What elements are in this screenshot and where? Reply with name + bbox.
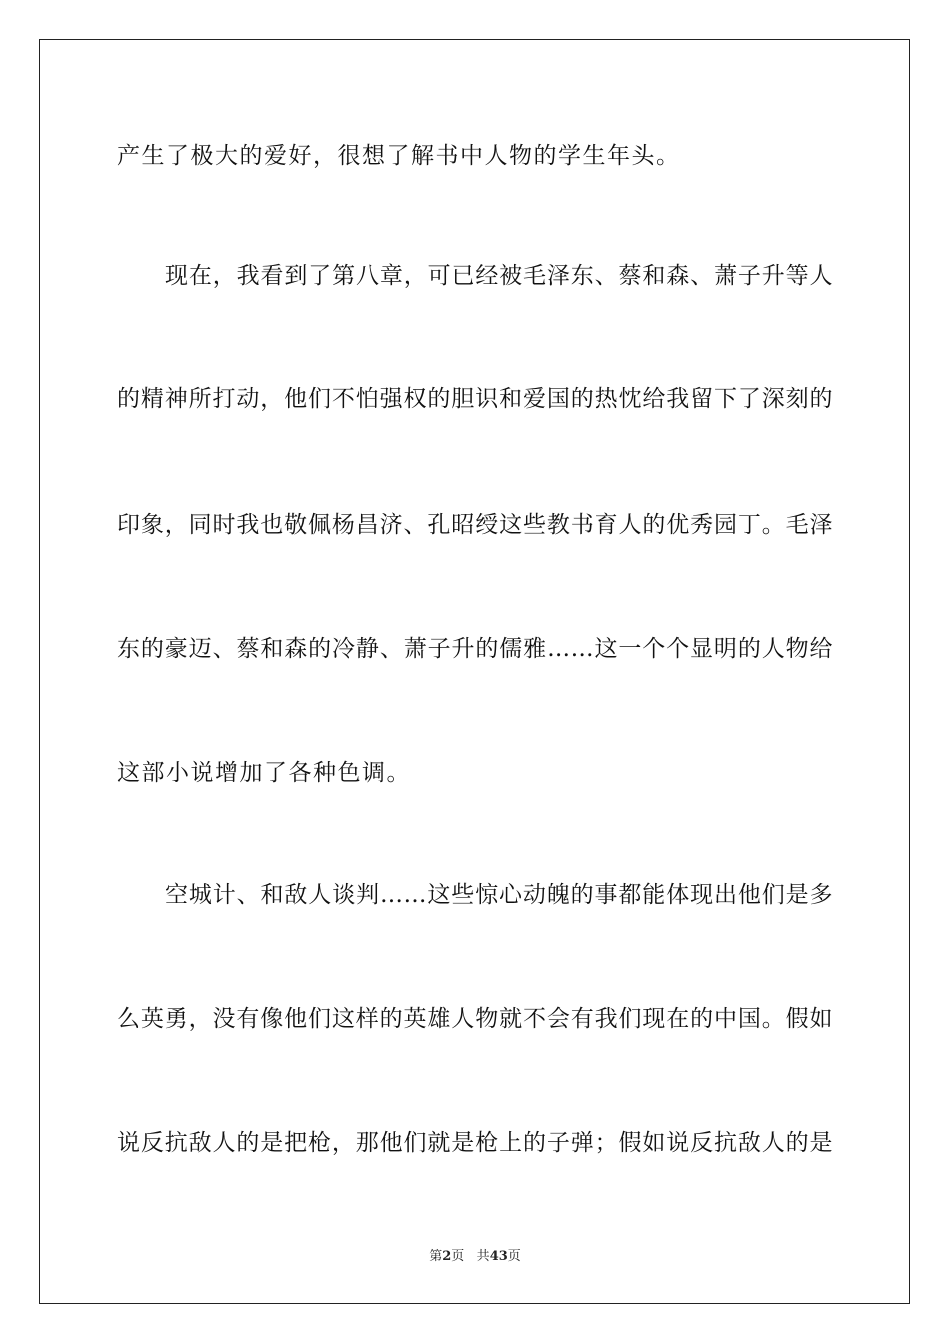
total-pages-prefix: 共 xyxy=(476,1249,490,1264)
page-footer xyxy=(0,1245,950,1264)
body-text-line-8: 么英勇，没有像他们这样的英雄人物就不会有我们现在的中国。假如 xyxy=(117,1006,833,1032)
page-number-prefix: 第 xyxy=(429,1249,443,1264)
total-pages: 43 xyxy=(489,1249,508,1264)
page-number: 2 xyxy=(442,1249,452,1264)
body-text-line-9: 说反抗敌人的是把枪，那他们就是枪上的子弹；假如说反抗敌人的是 xyxy=(117,1130,833,1156)
page-border xyxy=(39,39,910,1304)
body-text-line-4: 印象，同时我也敬佩杨昌济、孔昭绶这些教书育人的优秀园丁。毛泽 xyxy=(117,512,833,538)
total-pages-suffix: 页 xyxy=(507,1249,521,1264)
body-text-line-5: 东的豪迈、蔡和森的冷静、萧子升的儒雅……这一个个显明的人物给 xyxy=(117,636,833,662)
body-text-line-6: 这部小说增加了各种色调。 xyxy=(117,760,411,786)
page-number-suffix: 页 xyxy=(451,1249,465,1264)
body-text-line-7: 空城计、和敌人谈判……这些惊心动魄的事都能体现出他们是多 xyxy=(165,882,833,908)
body-text-line-1: 产生了极大的爱好，很想了解书中人物的学生年头。 xyxy=(117,143,681,169)
body-text-line-2: 现在，我看到了第八章，可已经被毛泽东、蔡和森、萧子升等人 xyxy=(165,263,833,289)
body-text-line-3: 的精神所打动，他们不怕强权的胆识和爱国的热忱给我留下了深刻的 xyxy=(117,386,833,412)
